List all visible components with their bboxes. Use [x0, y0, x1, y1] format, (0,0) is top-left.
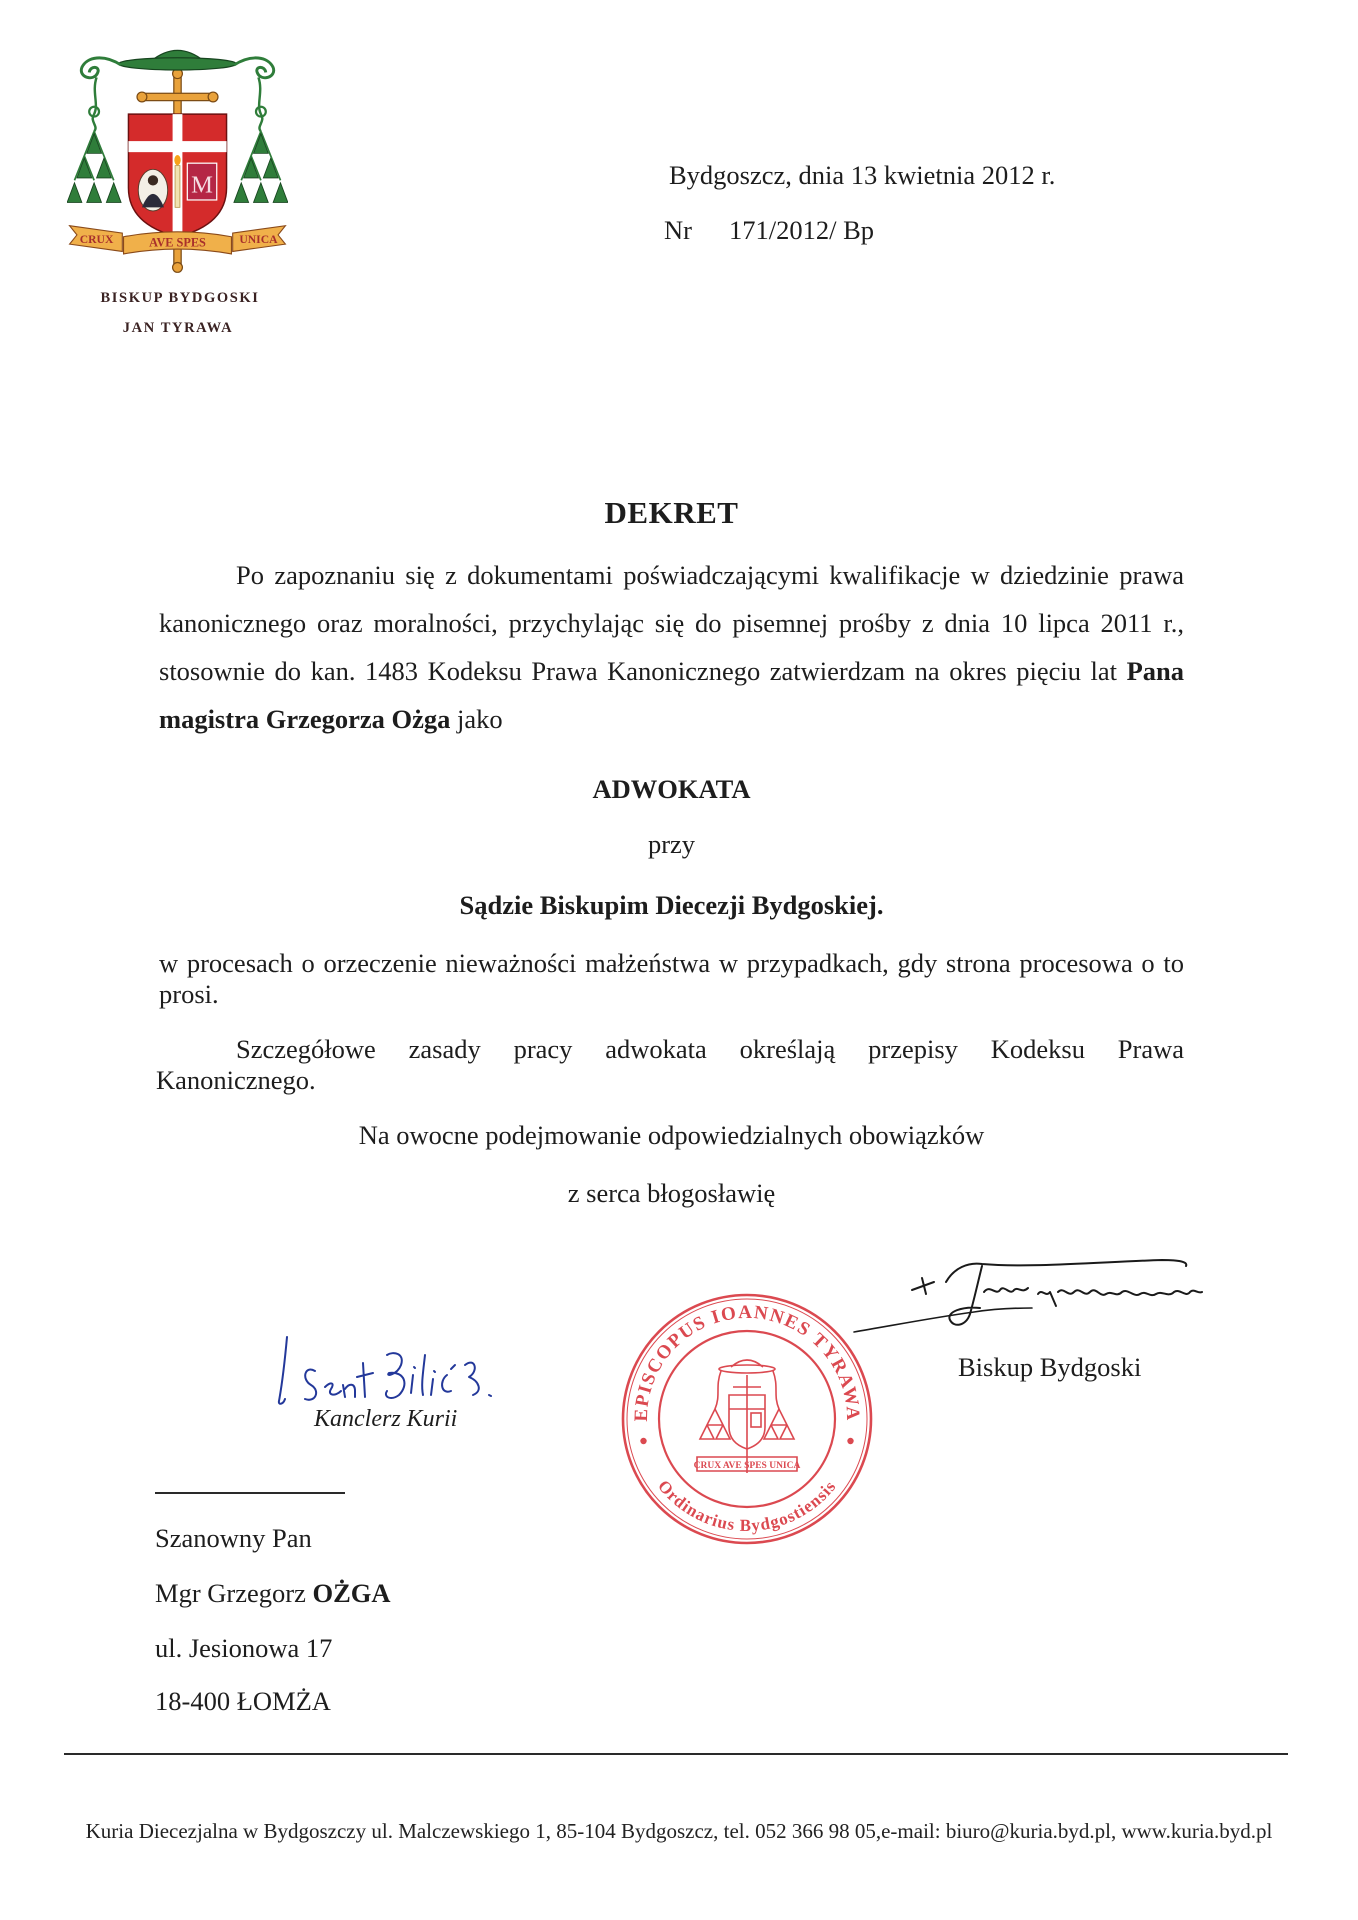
reference-number-label: Nr: [664, 215, 692, 245]
motto-word-2: AVE SPES: [149, 235, 206, 250]
recipient-surname: OŻGA: [312, 1578, 391, 1608]
preposition: przy: [647, 829, 696, 859]
recipient-city: 18-400 ŁOMŻA: [155, 1686, 331, 1716]
scope-paragraph: [159, 948, 1184, 1010]
recipient-name-prefix: Mgr Grzegorz: [155, 1578, 306, 1608]
footer-rule: [64, 1753, 1288, 1755]
motto-word-3: UNICA: [239, 232, 278, 246]
scope-text: w procesach o orzeczenie nieważności małżeństwa w przypadkach, gdy strona procesowa o to: [159, 948, 1184, 978]
official-seal-stamp: [619, 1291, 875, 1547]
footer-contact: Kuria Diecezjalna w Bydgoszczy ul. Malczewskiego 1, 85-104 Bydgoszcz, tel. 052 366 98 05,e-mail: biuro@kuria.byd.pl, www.kuria.byd.pl: [85, 1819, 1273, 1843]
scope-line: [159, 948, 1184, 979]
recipient-name: [155, 1577, 391, 1609]
appointee-honorific: Pana: [1126, 656, 1184, 686]
appointee-name: magistra Grzegorza Ożga: [159, 704, 451, 734]
seal-motto: CRUX AVE SPES UNICA: [693, 1461, 801, 1471]
shield-letter: M: [191, 171, 213, 199]
intro-line: [159, 695, 1184, 743]
scope-text: prosi.: [159, 979, 219, 1009]
recipient-salutation: Szanowny Pan: [155, 1523, 312, 1553]
rules-paragraph: [156, 1034, 1184, 1096]
reference-number: 171/2012/ Bp: [729, 215, 875, 245]
intro-paragraph: [159, 551, 1184, 743]
intro-line: [236, 551, 1184, 599]
recipient-separator: [155, 1492, 345, 1494]
closing-line-1: Na owocne podejmowanie odpowiedzialnych obowiązków: [358, 1120, 985, 1150]
intro-line: [159, 647, 1184, 695]
rules-line: [236, 1034, 1184, 1065]
intro-text: stosownie do kan. 1483 Kodeksu Prawa Kanonicznego zatwierdzam na okres pięciu lat: [159, 656, 1117, 686]
court-name: Sądzie Biskupim Diecezji Bydgoskiej.: [459, 890, 884, 920]
place-date: Bydgoszcz, dnia 13 kwietnia 2012 r.: [669, 160, 1056, 190]
bishop-title: Biskup Bydgoski: [958, 1352, 1142, 1382]
intro-text: Po zapoznaniu się z dokumentami poświadczającymi kwalifikacje w dziedzinie prawa: [236, 560, 1184, 590]
rules-text: Kanonicznego.: [156, 1065, 316, 1095]
seal-arms-icon: [697, 1360, 797, 1473]
intro-line: [159, 599, 1184, 647]
document-title: DEKRET: [604, 495, 739, 530]
recipient-street: ul. Jesionowa 17: [155, 1633, 333, 1663]
closing-line-2: z serca błogosławię: [567, 1178, 776, 1208]
chancellor-title: Kanclerz Kurii: [314, 1406, 458, 1432]
coat-of-arms-logo: [67, 43, 288, 276]
rules-line: [156, 1065, 1184, 1096]
issuer-title: BISKUP BYDGOSKI: [100, 290, 260, 306]
scope-line: [159, 979, 1184, 1010]
bishop-signature: [850, 1248, 1220, 1348]
seal-bottom-text: Ordinarius Bydgostiensis: [654, 1476, 840, 1535]
seal-top-text: EPISCOPUS IOANNES TYRAWA: [630, 1301, 864, 1422]
intro-text: kanonicznego oraz moralności, przychylając się do pisemnej prośby z dnia 10 lipca 2011 r.,: [159, 608, 1184, 638]
motto-word-1: CRUX: [79, 232, 114, 246]
issuer-name: JAN TYRAWA: [122, 320, 234, 336]
appointment-role: ADWOKATA: [592, 774, 751, 804]
rules-text: Szczegółowe zasady pracy adwokata określają przepisy Kodeksu Prawa: [236, 1034, 1184, 1064]
intro-text: jako: [457, 704, 503, 734]
shield-icon: [128, 114, 226, 237]
